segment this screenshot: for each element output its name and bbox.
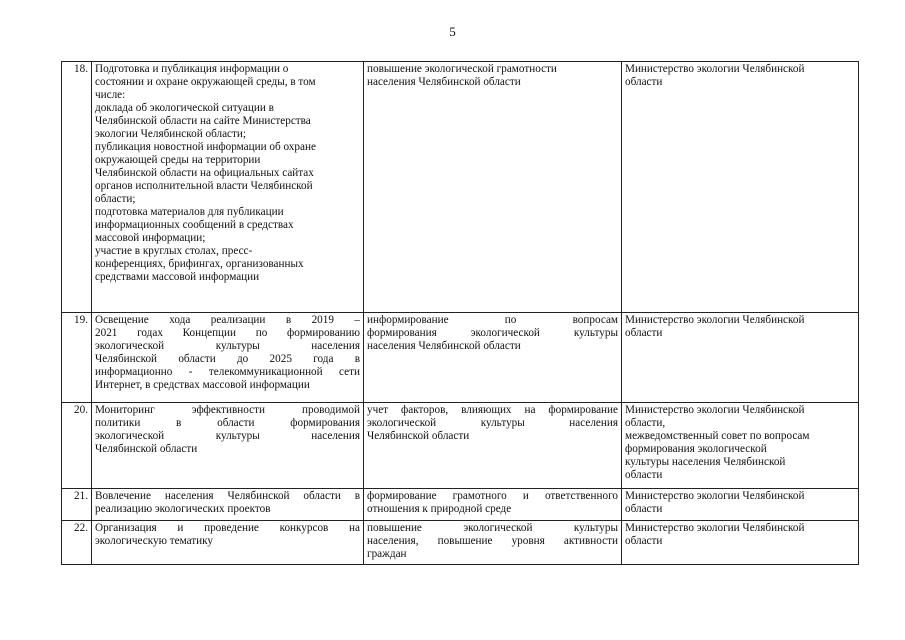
text-line: повышение экологической грамотности [367, 63, 557, 75]
table-row [62, 62, 859, 313]
text-line: информирование по вопросам [367, 314, 618, 326]
text-line: экологическую тематику [95, 535, 214, 547]
table-row [62, 521, 859, 565]
page-number: 5 [449, 24, 456, 39]
text-line: области, [625, 417, 666, 429]
text-line: реализацию экологических проектов [95, 503, 271, 515]
text-line: населения, повышение уровня активности [367, 535, 618, 547]
text-line: области [625, 327, 663, 339]
text-line: экологической культуры населения [367, 417, 618, 429]
text-line: Министерство экологии Челябинской [625, 490, 805, 502]
row-number: 21. [62, 489, 92, 521]
text-line: информационно - телекоммуникационной сети [95, 366, 360, 378]
row-number: 19. [62, 313, 92, 403]
text-line: области [625, 503, 663, 515]
text-line: экологической культуры населения [95, 430, 360, 442]
text-line: Мониторинг эффективности проводимой [95, 404, 360, 416]
text-line: Министерство экологии Челябинской [625, 522, 805, 534]
event-cell [92, 521, 364, 565]
text-line: Челябинской области [95, 443, 198, 455]
text-line: Министерство экологии Челябинской [625, 404, 805, 416]
text-line: области [625, 76, 663, 88]
text-line: участие в круглых столах, пресс- [95, 245, 253, 257]
text-line: массовой информации; [95, 232, 206, 244]
text-line: политики в области формирования [95, 417, 360, 429]
text-line: экологии Челябинской области; [95, 128, 246, 140]
text-line: подготовка материалов для публикации [95, 206, 284, 218]
text-line: формирования экологической культуры [367, 327, 618, 339]
text-line: культуры населения Челябинской [625, 456, 786, 468]
result-cell [364, 403, 622, 489]
event-cell [92, 489, 364, 521]
text-line: окружающей среды на территории [95, 154, 261, 166]
text-line: граждан [367, 548, 407, 560]
text-line: Освещение хода реализации в 2019 – [95, 314, 360, 326]
executor-cell [622, 403, 859, 489]
text-line: населения Челябинской области [367, 340, 521, 352]
text-line: Министерство экологии Челябинской [625, 63, 805, 75]
text-line: отношения к природной среде [367, 503, 512, 515]
text-line: повышение экологической культуры [367, 522, 618, 534]
event-cell [92, 403, 364, 489]
text-line: конференциях, брифингах, организованных [95, 258, 304, 270]
row-number: 18. [62, 62, 92, 313]
text-line: области [625, 469, 663, 481]
text-line: числе: [95, 89, 126, 101]
text-line: формирования экологической [625, 443, 767, 455]
text-line: 2021 годах Концепции по формированию [95, 327, 360, 339]
executor-cell [622, 521, 859, 565]
text-line: доклада об экологической ситуации в [95, 102, 274, 114]
text-line: Челябинской области до 2025 года в [95, 353, 360, 365]
text-line: области; [95, 193, 136, 205]
row-number: 22. [62, 521, 92, 565]
text-line: состоянии и охране окружающей среды, в том [95, 76, 316, 88]
event-cell [92, 313, 364, 403]
text-line: средствами массовой информации [95, 271, 260, 283]
text-line: органов исполнительной власти Челябинской [95, 180, 313, 192]
text-line: Челябинской области [367, 430, 470, 442]
text-line: Вовлечение населения Челябинской области в [95, 490, 360, 502]
result-cell [364, 62, 622, 313]
executor-cell [622, 313, 859, 403]
text-line: Интернет, в средствах массовой информации [95, 379, 310, 391]
text-line: Челябинской области на сайте Министерства [95, 115, 311, 127]
text-line: информационных сообщений в средствах [95, 219, 294, 231]
executor-cell [622, 489, 859, 521]
text-line: Организация и проведение конкурсов на [95, 522, 360, 534]
text-line: межведомственный совет по вопросам [625, 430, 810, 442]
result-cell [364, 521, 622, 565]
text-line: населения Челябинской области [367, 76, 521, 88]
table-row [62, 489, 859, 521]
row-number: 20. [62, 403, 92, 489]
executor-cell [622, 62, 859, 313]
text-line: формирование грамотного и ответственного [367, 490, 618, 502]
result-cell [364, 313, 622, 403]
text-line: публикация новостной информации об охране [95, 141, 316, 153]
text-line: области [625, 535, 663, 547]
event-cell [92, 62, 364, 313]
text-line: Министерство экологии Челябинской [625, 314, 805, 326]
result-cell [364, 489, 622, 521]
text-line: Подготовка и публикация информации о [95, 63, 289, 75]
table-row [62, 313, 859, 403]
text-line: учет факторов, влияющих на формирование [367, 404, 618, 416]
table-row [62, 403, 859, 489]
measures-table [61, 61, 859, 565]
text-line: Челябинской области на официальных сайтах [95, 167, 314, 179]
text-line: экологической культуры населения [95, 340, 360, 352]
